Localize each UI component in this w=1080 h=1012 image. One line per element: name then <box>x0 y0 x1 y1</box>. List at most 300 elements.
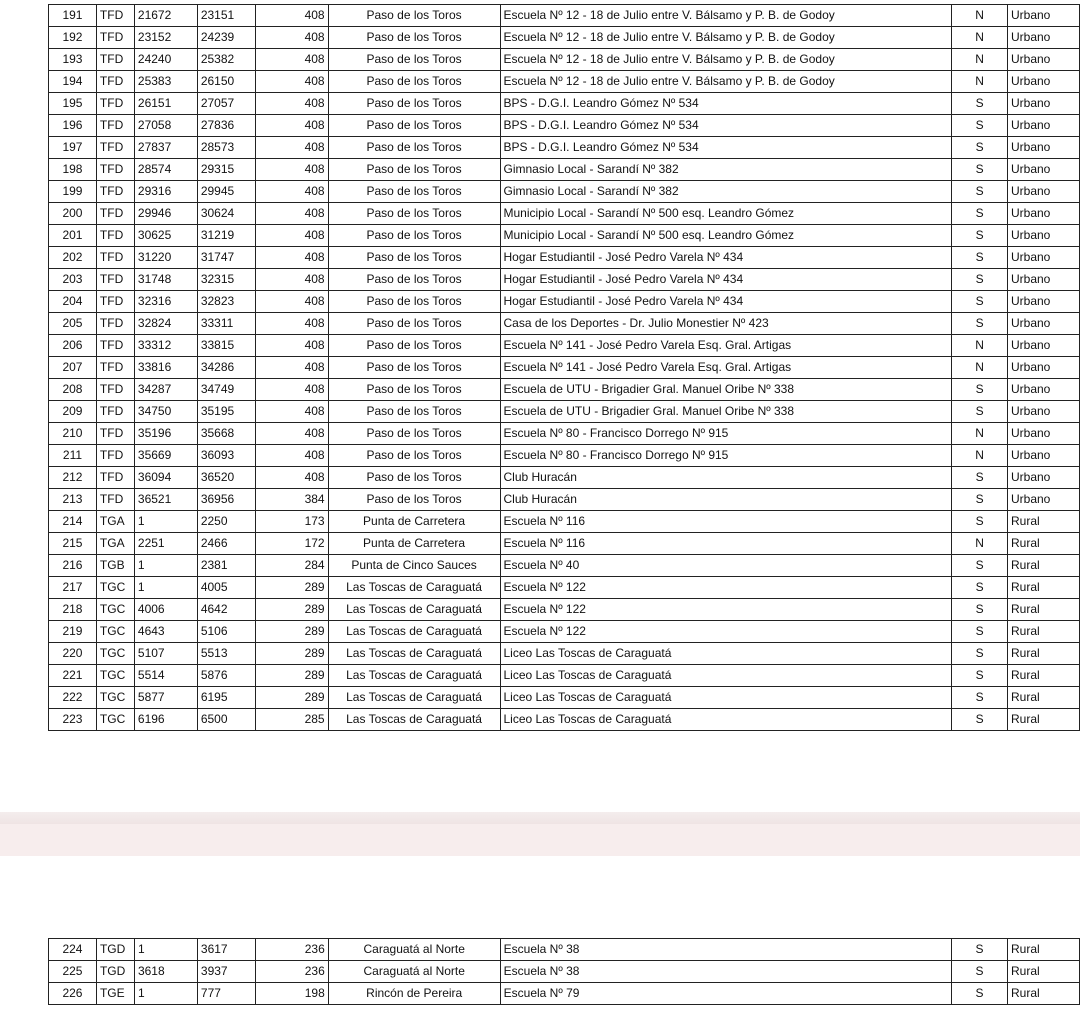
series-code-cell: TFD <box>96 203 134 225</box>
range-start-cell: 29946 <box>134 203 197 225</box>
series-code-cell: TFD <box>96 27 134 49</box>
range-start-cell: 3618 <box>134 961 197 983</box>
row-number-cell: 212 <box>49 467 97 489</box>
series-code-cell: TGD <box>96 939 134 961</box>
accessibility-cell: S <box>952 665 1008 687</box>
table-row <box>49 533 1080 555</box>
range-start-cell: 5514 <box>134 665 197 687</box>
table-row <box>49 5 1080 27</box>
range-end-cell: 36956 <box>197 489 255 511</box>
zone-cell: Urbano <box>1008 335 1080 357</box>
table-row <box>49 181 1080 203</box>
voter-count-cell: 408 <box>255 445 328 467</box>
table-row <box>49 159 1080 181</box>
locality-cell: Paso de los Toros <box>328 269 500 291</box>
venue-cell: BPS - D.G.I. Leandro Gómez Nº 534 <box>500 137 952 159</box>
locality-cell: Paso de los Toros <box>328 247 500 269</box>
row-number-cell: 203 <box>49 269 97 291</box>
accessibility-cell: S <box>952 401 1008 423</box>
range-start-cell: 31220 <box>134 247 197 269</box>
venue-cell: Escuela Nº 122 <box>500 577 952 599</box>
table-bottom-body <box>49 939 1080 1005</box>
series-code-cell: TFD <box>96 335 134 357</box>
range-start-cell: 6196 <box>134 709 197 731</box>
venue-cell: Liceo Las Toscas de Caraguatá <box>500 709 952 731</box>
series-code-cell: TGD <box>96 961 134 983</box>
table-row <box>49 71 1080 93</box>
series-code-cell: TFD <box>96 269 134 291</box>
row-number-cell: 197 <box>49 137 97 159</box>
accessibility-cell: S <box>952 577 1008 599</box>
series-code-cell: TFD <box>96 313 134 335</box>
range-end-cell: 32823 <box>197 291 255 313</box>
table-row <box>49 335 1080 357</box>
zone-cell: Urbano <box>1008 49 1080 71</box>
locality-cell: Paso de los Toros <box>328 225 500 247</box>
row-number-cell: 216 <box>49 555 97 577</box>
range-end-cell: 33311 <box>197 313 255 335</box>
row-number-cell: 191 <box>49 5 97 27</box>
range-end-cell: 5513 <box>197 643 255 665</box>
accessibility-cell: S <box>952 621 1008 643</box>
zone-cell: Urbano <box>1008 269 1080 291</box>
voter-count-cell: 173 <box>255 511 328 533</box>
zone-cell: Urbano <box>1008 291 1080 313</box>
table-row <box>49 269 1080 291</box>
range-start-cell: 1 <box>134 577 197 599</box>
row-number-cell: 221 <box>49 665 97 687</box>
venue-cell: Escuela Nº 40 <box>500 555 952 577</box>
row-number-cell: 226 <box>49 983 97 1005</box>
venue-cell: BPS - D.G.I. Leandro Gómez Nº 534 <box>500 93 952 115</box>
table-row <box>49 665 1080 687</box>
voter-count-cell: 408 <box>255 269 328 291</box>
table-row <box>49 313 1080 335</box>
row-number-cell: 222 <box>49 687 97 709</box>
table-row <box>49 137 1080 159</box>
range-end-cell: 25382 <box>197 49 255 71</box>
voter-count-cell: 289 <box>255 577 328 599</box>
series-code-cell: TFD <box>96 71 134 93</box>
venue-cell: Hogar Estudiantil - José Pedro Varela Nº 434 <box>500 247 952 269</box>
voter-count-cell: 408 <box>255 313 328 335</box>
venue-cell: Escuela Nº 116 <box>500 511 952 533</box>
accessibility-cell: S <box>952 489 1008 511</box>
table-row <box>49 401 1080 423</box>
venue-cell: Gimnasio Local - Sarandí Nº 382 <box>500 181 952 203</box>
series-code-cell: TGA <box>96 533 134 555</box>
range-start-cell: 4006 <box>134 599 197 621</box>
voter-count-cell: 408 <box>255 225 328 247</box>
locality-cell: Caraguatá al Norte <box>328 961 500 983</box>
table-row <box>49 709 1080 731</box>
voter-count-cell: 284 <box>255 555 328 577</box>
accessibility-cell: S <box>952 93 1008 115</box>
venue-cell: Escuela Nº 12 - 18 de Julio entre V. Bálsamo y P. B. de Godoy <box>500 71 952 93</box>
range-start-cell: 1 <box>134 983 197 1005</box>
series-code-cell: TGA <box>96 511 134 533</box>
voter-count-cell: 408 <box>255 335 328 357</box>
range-end-cell: 32315 <box>197 269 255 291</box>
zone-cell: Rural <box>1008 511 1080 533</box>
accessibility-cell: S <box>952 203 1008 225</box>
series-code-cell: TGC <box>96 709 134 731</box>
accessibility-cell: S <box>952 709 1008 731</box>
table-row <box>49 27 1080 49</box>
series-code-cell: TGC <box>96 577 134 599</box>
series-code-cell: TFD <box>96 467 134 489</box>
row-number-cell: 219 <box>49 621 97 643</box>
row-number-cell: 211 <box>49 445 97 467</box>
voter-count-cell: 289 <box>255 643 328 665</box>
locality-cell: Paso de los Toros <box>328 71 500 93</box>
table-row <box>49 291 1080 313</box>
table-row <box>49 983 1080 1005</box>
series-code-cell: TGC <box>96 687 134 709</box>
range-end-cell: 3617 <box>197 939 255 961</box>
zone-cell: Urbano <box>1008 401 1080 423</box>
zone-cell: Rural <box>1008 665 1080 687</box>
locality-cell: Punta de Carretera <box>328 533 500 555</box>
series-code-cell: TFD <box>96 115 134 137</box>
range-start-cell: 1 <box>134 555 197 577</box>
voter-count-cell: 408 <box>255 159 328 181</box>
zone-cell: Rural <box>1008 599 1080 621</box>
zone-cell: Urbano <box>1008 93 1080 115</box>
voter-count-cell: 408 <box>255 181 328 203</box>
voter-count-cell: 172 <box>255 533 328 555</box>
venue-cell: Municipio Local - Sarandí Nº 500 esq. Leandro Gómez <box>500 203 952 225</box>
locality-cell: Paso de los Toros <box>328 291 500 313</box>
table-row <box>49 599 1080 621</box>
range-start-cell: 36094 <box>134 467 197 489</box>
range-start-cell: 1 <box>134 511 197 533</box>
locality-cell: Las Toscas de Caraguatá <box>328 621 500 643</box>
row-number-cell: 194 <box>49 71 97 93</box>
range-end-cell: 26150 <box>197 71 255 93</box>
accessibility-cell: S <box>952 247 1008 269</box>
locality-cell: Las Toscas de Caraguatá <box>328 687 500 709</box>
series-code-cell: TFD <box>96 247 134 269</box>
locality-cell: Las Toscas de Caraguatá <box>328 577 500 599</box>
accessibility-cell: S <box>952 467 1008 489</box>
range-end-cell: 28573 <box>197 137 255 159</box>
accessibility-cell: N <box>952 445 1008 467</box>
range-end-cell: 36093 <box>197 445 255 467</box>
locality-cell: Paso de los Toros <box>328 357 500 379</box>
accessibility-cell: S <box>952 961 1008 983</box>
voter-count-cell: 236 <box>255 961 328 983</box>
series-code-cell: TFD <box>96 423 134 445</box>
range-end-cell: 35668 <box>197 423 255 445</box>
venue-cell: Escuela de UTU - Brigadier Gral. Manuel Oribe Nº 338 <box>500 401 952 423</box>
table-row <box>49 643 1080 665</box>
row-number-cell: 208 <box>49 379 97 401</box>
venue-cell: Escuela Nº 141 - José Pedro Varela Esq. Gral. Artigas <box>500 357 952 379</box>
locality-cell: Punta de Carretera <box>328 511 500 533</box>
locality-cell: Paso de los Toros <box>328 401 500 423</box>
series-code-cell: TFD <box>96 445 134 467</box>
venue-cell: Gimnasio Local - Sarandí Nº 382 <box>500 159 952 181</box>
locality-cell: Las Toscas de Caraguatá <box>328 643 500 665</box>
zone-cell: Urbano <box>1008 489 1080 511</box>
voter-count-cell: 198 <box>255 983 328 1005</box>
venue-cell: Escuela Nº 12 - 18 de Julio entre V. Bálsamo y P. B. de Godoy <box>500 49 952 71</box>
row-number-cell: 220 <box>49 643 97 665</box>
accessibility-cell: S <box>952 379 1008 401</box>
locality-cell: Paso de los Toros <box>328 137 500 159</box>
range-end-cell: 30624 <box>197 203 255 225</box>
table-row <box>49 247 1080 269</box>
voter-count-cell: 285 <box>255 709 328 731</box>
accessibility-cell: S <box>952 269 1008 291</box>
zone-cell: Urbano <box>1008 5 1080 27</box>
voter-count-cell: 289 <box>255 665 328 687</box>
row-number-cell: 215 <box>49 533 97 555</box>
zone-cell: Rural <box>1008 555 1080 577</box>
voter-count-cell: 408 <box>255 49 328 71</box>
locality-cell: Paso de los Toros <box>328 379 500 401</box>
table-row <box>49 511 1080 533</box>
series-code-cell: TGC <box>96 665 134 687</box>
range-start-cell: 28574 <box>134 159 197 181</box>
venue-cell: Liceo Las Toscas de Caraguatá <box>500 643 952 665</box>
locality-cell: Paso de los Toros <box>328 445 500 467</box>
row-number-cell: 214 <box>49 511 97 533</box>
accessibility-cell: S <box>952 555 1008 577</box>
series-code-cell: TFD <box>96 137 134 159</box>
voter-count-cell: 408 <box>255 467 328 489</box>
zone-cell: Urbano <box>1008 467 1080 489</box>
venue-cell: Escuela de UTU - Brigadier Gral. Manuel Oribe Nº 338 <box>500 379 952 401</box>
range-end-cell: 2381 <box>197 555 255 577</box>
voter-count-cell: 408 <box>255 137 328 159</box>
zone-cell: Urbano <box>1008 115 1080 137</box>
locality-cell: Las Toscas de Caraguatá <box>328 665 500 687</box>
zone-cell: Rural <box>1008 577 1080 599</box>
venue-cell: Club Huracán <box>500 489 952 511</box>
locality-cell: Punta de Cinco Sauces <box>328 555 500 577</box>
row-number-cell: 225 <box>49 961 97 983</box>
table-row <box>49 115 1080 137</box>
locality-cell: Paso de los Toros <box>328 5 500 27</box>
table-row <box>49 445 1080 467</box>
range-start-cell: 33816 <box>134 357 197 379</box>
locality-cell: Las Toscas de Caraguatá <box>328 599 500 621</box>
table-row <box>49 203 1080 225</box>
zone-cell: Rural <box>1008 709 1080 731</box>
accessibility-cell: S <box>952 291 1008 313</box>
voter-count-cell: 289 <box>255 621 328 643</box>
venue-cell: Escuela Nº 141 - José Pedro Varela Esq. Gral. Artigas <box>500 335 952 357</box>
venue-cell: Liceo Las Toscas de Caraguatá <box>500 665 952 687</box>
locality-cell: Paso de los Toros <box>328 159 500 181</box>
accessibility-cell: S <box>952 939 1008 961</box>
row-number-cell: 199 <box>49 181 97 203</box>
range-end-cell: 35195 <box>197 401 255 423</box>
venue-cell: Casa de los Deportes - Dr. Julio Monestier Nº 423 <box>500 313 952 335</box>
voter-count-cell: 408 <box>255 379 328 401</box>
voter-count-cell: 408 <box>255 247 328 269</box>
range-end-cell: 777 <box>197 983 255 1005</box>
zone-cell: Rural <box>1008 687 1080 709</box>
zone-cell: Rural <box>1008 533 1080 555</box>
accessibility-cell: N <box>952 49 1008 71</box>
table-row <box>49 939 1080 961</box>
voter-count-cell: 408 <box>255 93 328 115</box>
locality-cell: Rincón de Pereira <box>328 983 500 1005</box>
series-code-cell: TFD <box>96 181 134 203</box>
voter-count-cell: 408 <box>255 423 328 445</box>
zone-cell: Urbano <box>1008 445 1080 467</box>
accessibility-cell: S <box>952 687 1008 709</box>
locality-cell: Paso de los Toros <box>328 467 500 489</box>
range-end-cell: 4005 <box>197 577 255 599</box>
zone-cell: Rural <box>1007 983 1079 1005</box>
row-number-cell: 193 <box>49 49 97 71</box>
range-end-cell: 24239 <box>197 27 255 49</box>
row-number-cell: 206 <box>49 335 97 357</box>
zone-cell: Rural <box>1008 643 1080 665</box>
zone-cell: Urbano <box>1008 27 1080 49</box>
series-code-cell: TGC <box>96 643 134 665</box>
zone-cell: Urbano <box>1008 313 1080 335</box>
voter-count-cell: 408 <box>255 291 328 313</box>
venue-cell: Club Huracán <box>500 467 952 489</box>
voter-count-cell: 408 <box>255 115 328 137</box>
locality-cell: Las Toscas de Caraguatá <box>328 709 500 731</box>
accessibility-cell: S <box>952 225 1008 247</box>
venue-cell: Liceo Las Toscas de Caraguatá <box>500 687 952 709</box>
range-end-cell: 34286 <box>197 357 255 379</box>
accessibility-cell: S <box>952 599 1008 621</box>
accessibility-cell: S <box>952 511 1008 533</box>
accessibility-cell: S <box>952 983 1008 1005</box>
table-row <box>49 93 1080 115</box>
table-row <box>49 225 1080 247</box>
range-start-cell: 26151 <box>134 93 197 115</box>
row-number-cell: 210 <box>49 423 97 445</box>
voter-count-cell: 408 <box>255 203 328 225</box>
venue-cell: Municipio Local - Sarandí Nº 500 esq. Leandro Gómez <box>500 225 952 247</box>
range-start-cell: 29316 <box>134 181 197 203</box>
row-number-cell: 218 <box>49 599 97 621</box>
row-number-cell: 198 <box>49 159 97 181</box>
range-start-cell: 5877 <box>134 687 197 709</box>
voter-count-cell: 384 <box>255 489 328 511</box>
voter-count-cell: 408 <box>255 357 328 379</box>
zone-cell: Urbano <box>1008 181 1080 203</box>
zone-cell: Urbano <box>1008 225 1080 247</box>
venue-cell: Hogar Estudiantil - José Pedro Varela Nº 434 <box>500 269 952 291</box>
range-end-cell: 34749 <box>197 379 255 401</box>
row-number-cell: 200 <box>49 203 97 225</box>
table-row <box>49 423 1080 445</box>
range-end-cell: 27836 <box>197 115 255 137</box>
series-code-cell: TFD <box>96 225 134 247</box>
series-code-cell: TFD <box>96 93 134 115</box>
row-number-cell: 196 <box>49 115 97 137</box>
accessibility-cell: S <box>952 313 1008 335</box>
row-number-cell: 223 <box>49 709 97 731</box>
locality-cell: Paso de los Toros <box>328 27 500 49</box>
row-number-cell: 205 <box>49 313 97 335</box>
locality-cell: Paso de los Toros <box>328 423 500 445</box>
range-end-cell: 29315 <box>197 159 255 181</box>
series-code-cell: TGE <box>96 983 134 1005</box>
series-code-cell: TFD <box>96 159 134 181</box>
venue-cell: Escuela Nº 79 <box>500 983 951 1005</box>
range-start-cell: 33312 <box>134 335 197 357</box>
accessibility-cell: S <box>952 181 1008 203</box>
row-number-cell: 217 <box>49 577 97 599</box>
venue-cell: Escuela Nº 116 <box>500 533 952 555</box>
row-number-cell: 213 <box>49 489 97 511</box>
table-row <box>49 687 1080 709</box>
locality-cell: Paso de los Toros <box>328 489 500 511</box>
range-end-cell: 5106 <box>197 621 255 643</box>
series-code-cell: TFD <box>96 489 134 511</box>
row-number-cell: 224 <box>49 939 97 961</box>
accessibility-cell: N <box>952 357 1008 379</box>
range-start-cell: 23152 <box>134 27 197 49</box>
range-end-cell: 36520 <box>197 467 255 489</box>
accessibility-cell: N <box>952 71 1008 93</box>
range-end-cell: 3937 <box>197 961 255 983</box>
range-end-cell: 29945 <box>197 181 255 203</box>
table-top-body <box>49 5 1080 731</box>
accessibility-cell: S <box>952 137 1008 159</box>
series-code-cell: TGB <box>96 555 134 577</box>
voter-count-cell: 236 <box>255 939 328 961</box>
range-start-cell: 27058 <box>134 115 197 137</box>
series-code-cell: TFD <box>96 49 134 71</box>
venue-cell: Escuela Nº 12 - 18 de Julio entre V. Bálsamo y P. B. de Godoy <box>500 5 952 27</box>
locality-cell: Caraguatá al Norte <box>328 939 500 961</box>
range-start-cell: 2251 <box>134 533 197 555</box>
zone-cell: Urbano <box>1008 203 1080 225</box>
accessibility-cell: S <box>952 159 1008 181</box>
range-start-cell: 32824 <box>134 313 197 335</box>
range-start-cell: 4643 <box>134 621 197 643</box>
range-end-cell: 27057 <box>197 93 255 115</box>
zone-cell: Urbano <box>1008 357 1080 379</box>
series-code-cell: TFD <box>96 401 134 423</box>
table-row <box>49 577 1080 599</box>
venue-cell: Escuela Nº 12 - 18 de Julio entre V. Bálsamo y P. B. de Godoy <box>500 27 952 49</box>
range-start-cell: 34287 <box>134 379 197 401</box>
range-start-cell: 32316 <box>134 291 197 313</box>
polling-table-bottom <box>48 938 1080 1005</box>
polling-table-top <box>48 4 1080 731</box>
range-end-cell: 31747 <box>197 247 255 269</box>
accessibility-cell: N <box>952 423 1008 445</box>
table-row <box>49 357 1080 379</box>
range-start-cell: 36521 <box>134 489 197 511</box>
accessibility-cell: S <box>952 643 1008 665</box>
voter-count-cell: 408 <box>255 27 328 49</box>
accessibility-cell: N <box>952 27 1008 49</box>
range-start-cell: 35196 <box>134 423 197 445</box>
table-row <box>49 555 1080 577</box>
venue-cell: Escuela Nº 80 - Francisco Dorrego Nº 915 <box>500 423 952 445</box>
page-break <box>0 824 1080 856</box>
locality-cell: Paso de los Toros <box>328 49 500 71</box>
table-row <box>49 467 1080 489</box>
range-start-cell: 30625 <box>134 225 197 247</box>
range-start-cell: 1 <box>134 939 197 961</box>
venue-cell: Hogar Estudiantil - José Pedro Varela Nº 434 <box>500 291 952 313</box>
